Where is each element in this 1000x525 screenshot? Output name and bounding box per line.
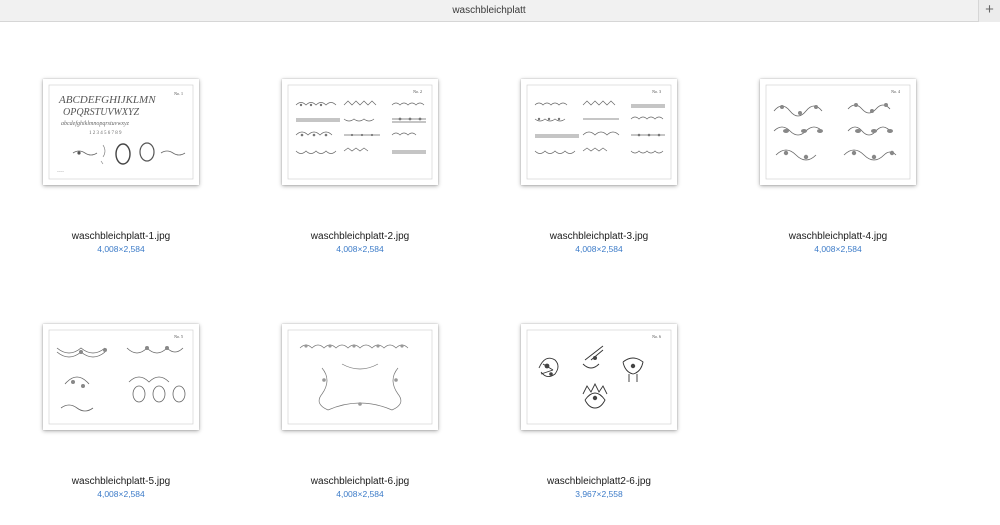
image-thumbnail: [282, 324, 438, 430]
file-name: waschbleichplatt-6.jpg: [310, 476, 410, 487]
file-name: waschbleichplatt-5.jpg: [71, 476, 171, 487]
plate-3-border-patterns-image: [521, 79, 677, 185]
plate-mark-text: No. 2: [413, 89, 422, 94]
file-item[interactable]: [21, 324, 221, 524]
file-grid: [0, 23, 1000, 525]
add-tab-button[interactable]: +: [978, 0, 1000, 22]
image-thumbnail: [282, 79, 438, 185]
file-dimensions: 4,008×2,584: [97, 244, 145, 254]
image-thumbnail: [43, 79, 199, 185]
file-item[interactable]: [499, 79, 699, 279]
plate-mark-text: No. 3: [652, 89, 661, 94]
file-name: waschbleichplatt-2.jpg: [310, 231, 410, 242]
image-thumbnail: [760, 79, 916, 185]
file-name: waschbleichplatt-4.jpg: [788, 231, 888, 242]
file-dimensions: 4,008×2,584: [575, 244, 623, 254]
file-name: waschbleichplatt2-6.jpg: [547, 476, 651, 487]
file-item[interactable]: [499, 324, 699, 524]
file-dimensions: 4,008×2,584: [814, 244, 862, 254]
plate-1-alphabet-image: [43, 79, 199, 185]
file-dimensions: 4,008×2,584: [336, 244, 384, 254]
image-thumbnail: [521, 324, 677, 430]
image-thumbnail: [521, 79, 677, 185]
numerals-row: 1 2 3 4 5 6 7 8 9: [89, 131, 122, 136]
file-item[interactable]: [260, 324, 460, 524]
image-thumbnail: [43, 324, 199, 430]
file-dimensions: 4,008×2,584: [97, 489, 145, 499]
plate-2-border-patterns-image: [282, 79, 438, 185]
file-dimensions: 4,008×2,584: [336, 489, 384, 499]
plate-mark-text: No. 5: [174, 334, 183, 339]
file-item[interactable]: [738, 79, 938, 279]
plate-4-floral-patterns-image: [760, 79, 916, 185]
plate-mark-text: No. 4: [891, 89, 900, 94]
file-name: waschbleichplatt-1.jpg: [71, 231, 171, 242]
plate-mark-text: No. 1: [174, 91, 183, 96]
title-bar: [0, 0, 1000, 22]
file-dimensions: 3,967×2,558: [575, 489, 623, 499]
plate-7-motifs-image: [521, 324, 677, 430]
file-name: waschbleichplatt-3.jpg: [549, 231, 649, 242]
alphabet-row-3: abcdefghiklmnopqrstuvwxyz: [61, 121, 129, 127]
file-item[interactable]: [260, 79, 460, 279]
alphabet-row-1: ABCDEFGHIJKLMN: [59, 94, 156, 106]
publisher-mark: ~~~~: [57, 169, 65, 173]
window-title: waschbleichplatt: [452, 5, 526, 16]
plate-5-garland-patterns-image: [43, 324, 199, 430]
plate-6-ornament-image: [282, 324, 438, 430]
alphabet-row-2: OPQRSTUVWXYZ: [63, 107, 140, 118]
plate-mark-text: No. 6: [652, 334, 661, 339]
file-item[interactable]: [21, 79, 221, 279]
